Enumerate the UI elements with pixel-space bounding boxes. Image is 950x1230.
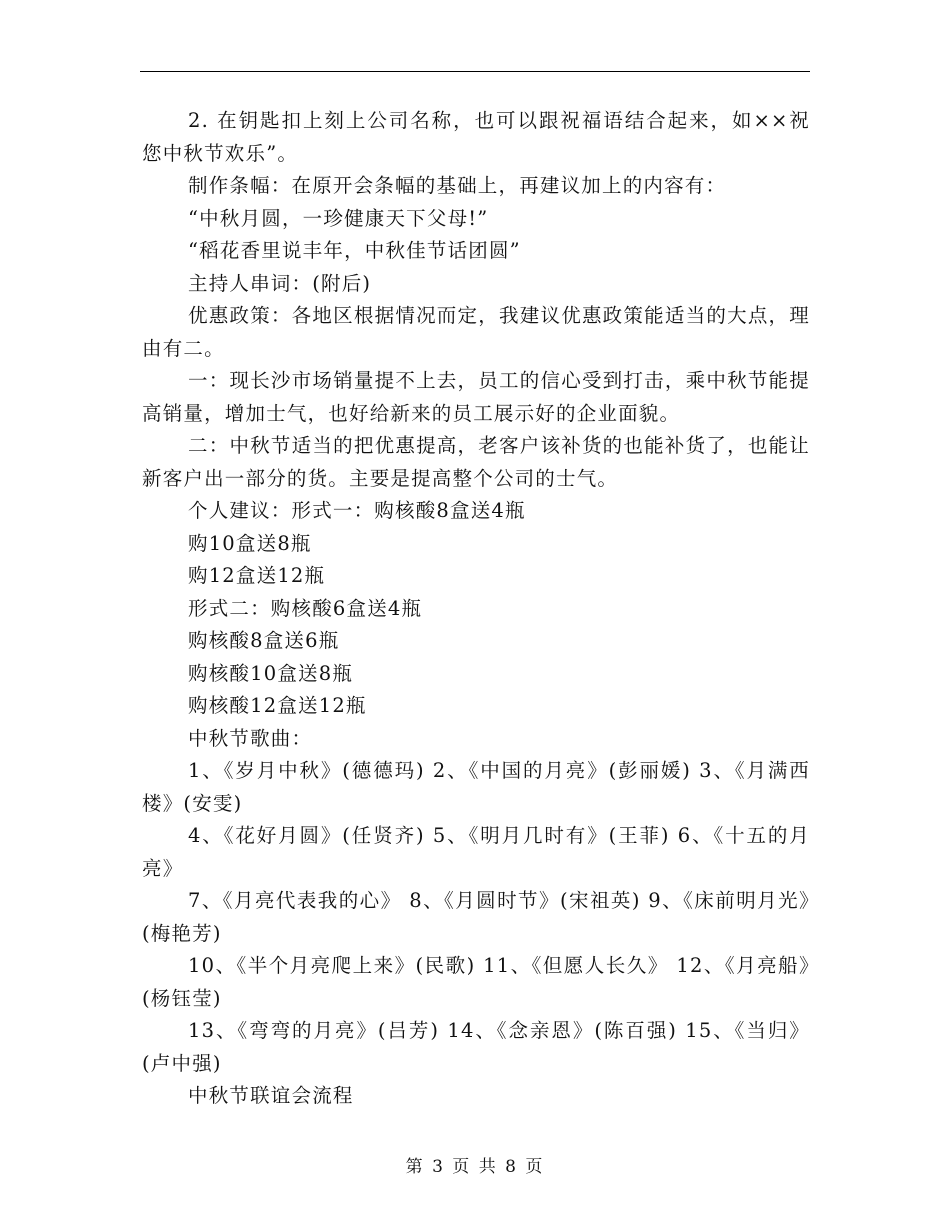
document-body [142, 105, 810, 1113]
paragraph-banner-slogan-2: “稻花香里说丰年，中秋佳节话团圆” [188, 239, 521, 262]
header-rule [140, 71, 810, 72]
paragraph-suggestion-form-one: 个人建议：形式一：购核酸8盒送4瓶 [188, 499, 526, 522]
list-item-songs: 4、《花好月圆》(任贤齐) 5、《明月几时有》(王菲) 6、《十五的月亮》 [142, 824, 810, 880]
paragraph-banner-slogan-1: “中秋月圆，一珍健康天下父母!” [188, 206, 489, 230]
paragraph-discount-policy: 优惠政策：各地区根据情况而定，我建议优惠政策能适当的大点，理由有二。 [142, 304, 810, 360]
list-item-songs: 1、《岁月中秋》(德德玛) 2、《中国的月亮》(彭丽媛) 3、《月满西楼》(安雯) [142, 759, 810, 815]
paragraph-party-process: 中秋节联谊会流程 [188, 1084, 354, 1107]
list-item-offer: 购核酸10盒送8瓶 [188, 661, 354, 685]
list-item-offer: 购12盒送12瓶 [188, 564, 326, 587]
paragraph-keychain: 2. 在钥匙扣上刻上公司名称，也可以跟祝福语结合起来，如××祝您中秋节欢乐”。 [142, 109, 810, 165]
list-item-songs: 10、《半个月亮爬上来》(民歌) 11、《但愿人长久》 12、《月亮船》(杨钰莹) [142, 954, 810, 1010]
paragraph-songs-heading: 中秋节歌曲： [188, 726, 313, 750]
paragraph-reason-one: 一：现长沙市场销量提不上去，员工的信心受到打击，乘中秋节能提高销量，增加士气，也好给新来的员工展示好的企业面貌。 [142, 369, 810, 425]
paragraph-suggestion-form-two: 形式二：购核酸6盒送4瓶 [188, 596, 423, 620]
paragraph-banner: 制作条幅：在原开会条幅的基础上，再建议加上的内容有： [188, 174, 727, 197]
list-item-offer: 购核酸8盒送6瓶 [188, 629, 340, 652]
list-item-songs: 13、《弯弯的月亮》(吕芳) 14、《念亲恩》(陈百强) 15、《当归》(卢中强) [142, 1019, 810, 1075]
list-item-songs: 7、《月亮代表我的心》 8、《月圆时节》(宋祖英) 9、《床前明月光》(梅艳芳) [142, 889, 810, 945]
list-item-offer: 购10盒送8瓶 [188, 531, 312, 555]
paragraph-host-script: 主持人串词：(附后) [188, 271, 372, 295]
page-number: 第 3 页 共 8 页 [405, 1157, 545, 1177]
paragraph-reason-two: 二：中秋节适当的把优惠提高，老客户该补货的也能补货了，也能让新客户出一部分的货。主要是提高整个公司的士气。 [142, 434, 810, 490]
list-item-offer: 购核酸12盒送12瓶 [188, 694, 367, 717]
